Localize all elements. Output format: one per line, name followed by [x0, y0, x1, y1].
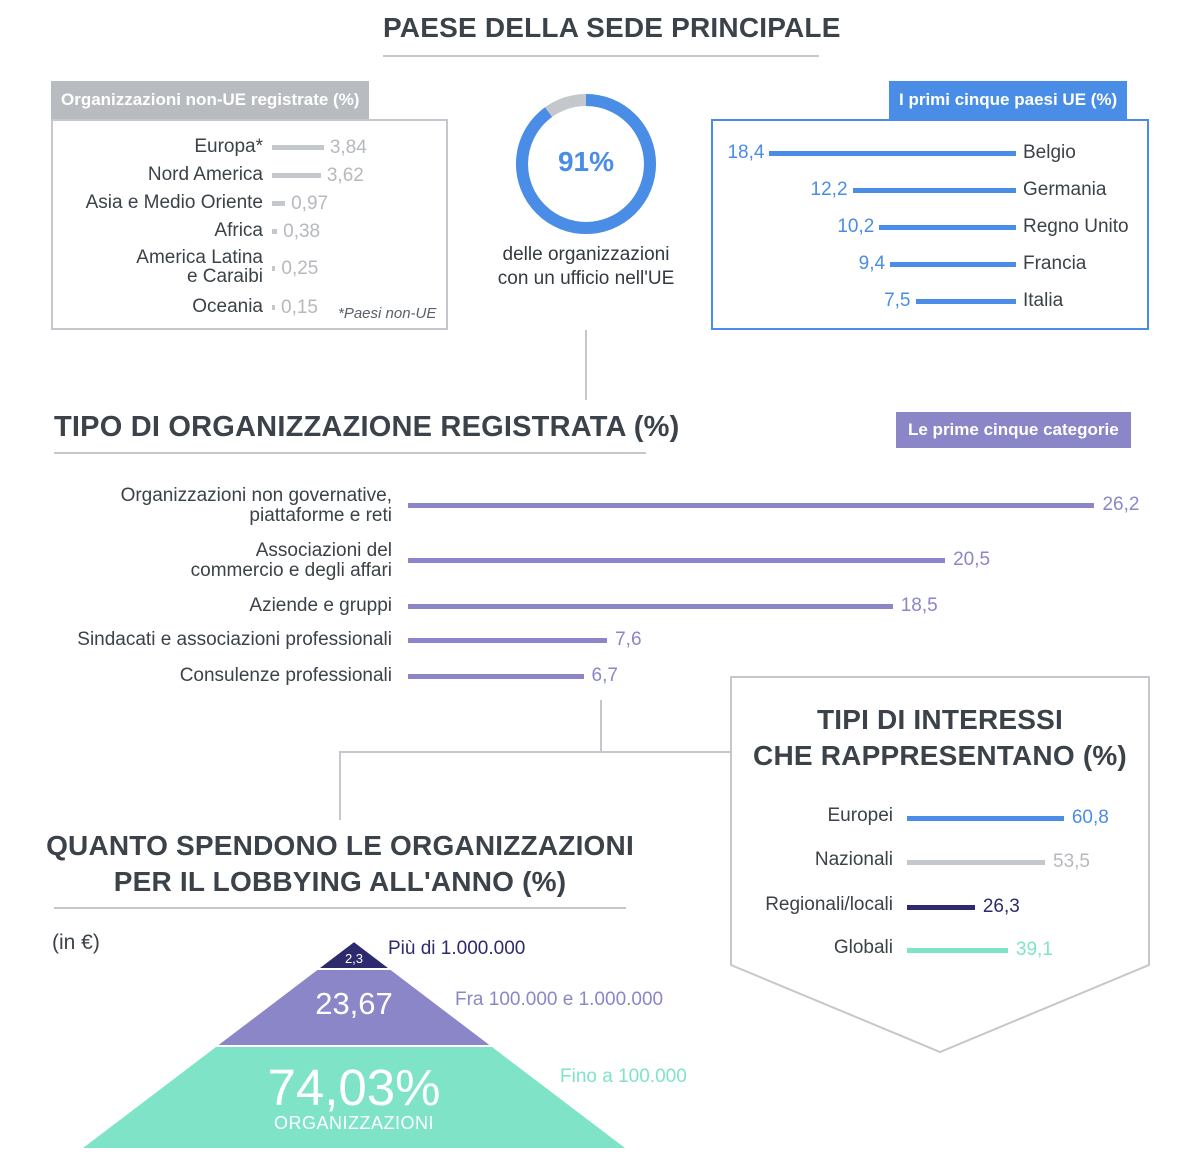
interest-value: 39,1 [1015, 939, 1053, 960]
interests-title-line2: CHE RAPPRESENTANO (%) [753, 740, 1127, 771]
tier-mid-label: Fra 100.000 e 1.000.000 [455, 989, 664, 1010]
org-type-label: Organizzazioni non governative, [120, 485, 392, 506]
top-eu-bar [853, 188, 1016, 193]
interest-label: Nazionali [814, 849, 893, 870]
non-eu-label: Organizzazioni non-UE registrate (%) [51, 81, 369, 119]
non-eu-value: 0,25 [281, 258, 319, 279]
non-eu-bar [272, 266, 275, 271]
top-eu-country-label: Germania [1023, 179, 1107, 200]
interest-bar [907, 905, 975, 910]
org-type-value: 7,6 [615, 629, 642, 650]
non-eu-category-label: America Latina [136, 247, 263, 268]
non-eu-value: 0,15 [281, 297, 318, 318]
non-eu-bar [272, 173, 321, 178]
interest-bar [907, 948, 1008, 953]
spending-title-rule [54, 907, 626, 909]
org-type-title-rule [54, 452, 646, 454]
non-eu-category-label: Oceania [192, 296, 263, 317]
interest-label: Regionali/locali [765, 894, 893, 915]
non-eu-bar [272, 145, 324, 150]
donut-caption-line1: delle organizzazioni [502, 244, 670, 265]
non-eu-category-label: Africa [214, 220, 263, 241]
org-type-badge: Le prime cinque categorie [896, 412, 1131, 448]
spending-title-line2: PER IL LOBBYING ALL'ANNO (%) [113, 866, 567, 897]
top-eu-country-label: Regno Unito [1023, 216, 1129, 237]
org-type-value: 18,5 [900, 595, 938, 616]
interest-value: 60,8 [1071, 807, 1109, 828]
interests-title-line1: TIPI DI INTERESSI [816, 704, 1064, 735]
tier-base-label: Fino a 100.000 [560, 1066, 687, 1087]
top-eu-bar [916, 299, 1017, 304]
interest-bar [907, 860, 1045, 865]
spending-unit: (in €) [52, 931, 100, 954]
org-type-bar [408, 604, 893, 609]
donut-value: 91% [557, 146, 615, 177]
non-eu-bar [272, 229, 277, 234]
org-type-label: Consulenze professionali [179, 665, 392, 686]
top-eu-country-label: Francia [1023, 253, 1087, 274]
non-eu-category-label: e Caraibi [186, 266, 263, 287]
tier-base-sublabel: ORGANIZZAZIONI [274, 1113, 434, 1133]
org-type-label: Sindacati e associazioni professionali [77, 629, 392, 650]
non-eu-value: 3,62 [326, 165, 364, 186]
top-eu-value: 18,4 [727, 142, 765, 163]
org-type-label: commercio e degli affari [190, 560, 392, 581]
headquarters-title-rule [383, 55, 819, 57]
org-type-bar [408, 558, 945, 563]
interest-bar [907, 816, 1064, 821]
top-eu-bar [879, 225, 1016, 230]
org-type-bar [408, 638, 607, 643]
top-eu-country-label: Italia [1023, 290, 1064, 311]
org-type-label: piattaforme e reti [249, 505, 392, 526]
connector-branch-left [340, 752, 732, 820]
org-type-value: 26,2 [1102, 494, 1140, 515]
interest-value: 53,5 [1053, 851, 1090, 872]
donut-caption-line2: con un ufficio nell'UE [497, 268, 675, 289]
non-eu-value: 3,84 [329, 137, 367, 158]
top-eu-value: 7,5 [884, 290, 911, 311]
non-eu-bar [272, 305, 275, 310]
non-eu-value: 0,97 [291, 193, 329, 214]
tier-top-label: Più di 1.000.000 [388, 938, 526, 959]
top-eu-value: 9,4 [858, 253, 886, 274]
non-eu-bar [272, 201, 285, 206]
top-eu-value: 10,2 [837, 216, 875, 237]
org-type-value: 6,7 [591, 665, 618, 686]
non-eu-category-label: Europa* [194, 136, 263, 157]
org-type-label: Aziende e gruppi [249, 595, 392, 616]
top-eu-country-label: Belgio [1023, 142, 1076, 163]
top-eu-bar [769, 151, 1016, 156]
non-eu-footnote: *Paesi non-UE [338, 305, 437, 322]
interest-value: 26,3 [982, 896, 1020, 917]
non-eu-value: 0,38 [283, 221, 321, 242]
top-eu-label: I primi cinque paesi UE (%) [889, 81, 1127, 119]
headquarters-title: PAESE DELLA SEDE PRINCIPALE [383, 12, 841, 43]
org-type-bar [408, 503, 1094, 508]
org-type-bar [408, 674, 584, 679]
non-eu-category-label: Nord America [147, 164, 263, 185]
org-type-title: TIPO DI ORGANIZZAZIONE REGISTRATA (%) [54, 411, 680, 443]
tier-top-value: 2,3 [344, 951, 364, 966]
tier-mid-value: 23,67 [315, 986, 393, 1021]
spending-title-line1: QUANTO SPENDONO LE ORGANIZZAZIONI [46, 830, 634, 861]
interest-label: Globali [833, 937, 893, 958]
interest-label: Europei [827, 805, 893, 826]
non-eu-category-label: Asia e Medio Oriente [85, 192, 263, 213]
top-eu-value: 12,2 [810, 179, 848, 200]
top-eu-bar [890, 262, 1016, 267]
org-type-label: Associazioni del [255, 540, 392, 561]
org-type-value: 20,5 [953, 549, 991, 570]
tier-base-value: 74,03% [267, 1059, 441, 1116]
